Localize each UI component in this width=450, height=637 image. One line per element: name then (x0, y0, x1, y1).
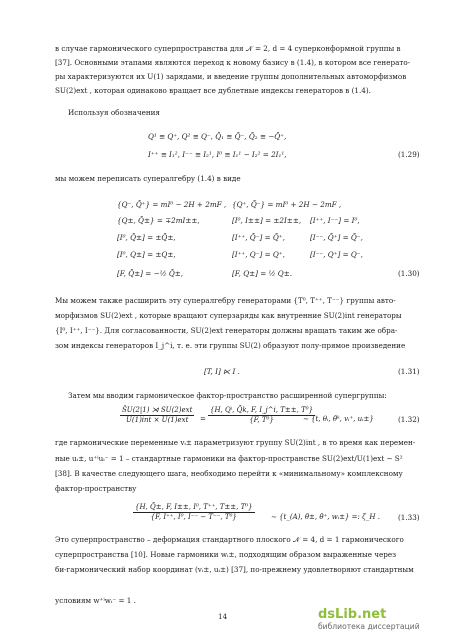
equation-cell: [I⁰, Q±] = ±Q±, (117, 250, 176, 259)
text-line: {I⁰, I⁺⁺, I⁻⁻}. Для согласованности, SU(2)ext генераторы должны вращать таким же обра- (55, 326, 398, 335)
page-number: 14 (218, 612, 228, 621)
equation-number: (1.30) (398, 269, 420, 278)
text-line: [37]. Основными этапами являются переход к новому базису в (1.4), в котором все генерато- (55, 58, 411, 67)
text-line: SU(2)ext , которая одинаково вращает все дублетные индексы генераторов в (1.4). (55, 86, 371, 95)
fraction-denominator: {F, I⁺⁺, I⁰, I⁻⁻ − T⁻⁻, T⁰} (150, 513, 237, 521)
equation-cell: [I⁺⁺, Q̄⁻] = Q̄⁺, (232, 233, 285, 242)
text-line: Мы можем также расширить эту супералгебру генераторами {T⁰, T⁺⁺, T⁻⁻} группы авто- (55, 296, 396, 305)
text-line: ные uᵢ±, u⁺ⁱuᵢ⁻ = 1 – стандартные гармоники на фактор-пространстве SU(2)ext/U(1)ext ∼ S² (55, 454, 403, 463)
fraction-denominator: {F, T⁰} (249, 416, 274, 424)
text-line: суперпространства [10]. Новые гармоники wᵢ±, подходящим образом выраженные через (55, 550, 397, 559)
fraction-denominator: U(1)int × U(1)ext (125, 416, 189, 424)
equation-cell: [I⁺⁺, I⁻⁻] = I⁰, (310, 216, 360, 225)
text-line: би-гармонический набор координат (vᵢ±, uᵢ±) [37], по-прежнему удовлетворяют стандартным (55, 565, 414, 574)
text-line: мы можем переписать супералгебру (1.4) в виде (55, 174, 241, 183)
text-line: Затем мы вводим гармоническое фактор-пространство расширенной супергруппы: (68, 391, 387, 400)
text-line: морфизмов SU(2)ext , которые вращают суперзаряды как внутренние SU(2)int генераторы (55, 311, 402, 320)
equation-cell: {Q⁺, Q̄⁻} = mI⁰ + 2H − 2mF , (232, 200, 342, 209)
equation-rhs: ∼ {t_(A), θ̄±, θ̄⁺, wᵢ±} =: ζ_H . (271, 513, 380, 521)
equation-number: (1.29) (398, 150, 420, 159)
equation-cell: [I⁻⁻, Q⁺] = Q⁻, (310, 250, 363, 259)
equation-cell: [I⁰, Q̄±] = ±Q̄±, (117, 233, 176, 242)
fraction-numerator: ŜU(2|1) ⋊ SU(2)ext (122, 406, 193, 414)
text-line: ры характеризуются их U(1) зарядами, и введение группы дополнительных автоморфизмов (55, 72, 407, 81)
watermark-logo (318, 608, 446, 634)
fraction-numerator: {H, Qⁱ, Q̄k, F, I_j^i, T±±, T⁰} (210, 406, 314, 414)
equation-cell: [F, Q̄±] = −½ Q̄±, (117, 269, 184, 278)
equation-cell: [F, Q±] = ½ Q±. (232, 269, 293, 278)
text-line: [38]. В качестве следующего шага, необходимо перейти к «минимальному» комплексному (55, 469, 403, 478)
text-line: в случае гармонического суперпространства для 𝒩 = 2, d = 4 суперконформной группы в (55, 44, 401, 53)
equation-cell: [I⁰, I±±] = ±2I±±, (232, 216, 302, 225)
equation-line: I⁺⁺ ≡ I₁², I⁻⁻ ≡ I₂¹, I⁰ ≡ I₁¹ − I₂² = 2I₁¹, (148, 150, 287, 159)
text-line: фактор-пространству (55, 484, 137, 493)
equation-number: (1.31) (398, 367, 420, 376)
text-line: Используя обозначения (68, 108, 160, 117)
text-line: условиям w⁺ⁱwᵢ⁻ = 1 . (55, 596, 136, 605)
equation-fraction-lhs (120, 406, 194, 425)
text-line: Это суперпространство – деформация стандартного плоского 𝒩 = 4, d = 1 гармонического (55, 535, 404, 544)
equation-number: (1.32) (398, 415, 420, 424)
equation-number: (1.33) (398, 513, 420, 522)
watermark-text: dsLib.net (318, 607, 387, 622)
equation-cell: [I⁺⁺, Q⁻] = Q⁺, (232, 250, 285, 259)
equals-sign: = (200, 415, 206, 423)
equation-line: [T, I] ⋉ I . (204, 367, 240, 376)
text-line: зом индексы генераторов I_j^i, т. е. эти группы SU(2) образуют полу-прямое произведение (55, 341, 406, 350)
fraction-numerator: {H, Q̄±, F, I±±, I⁰, T⁺⁺, T±±, T⁰} (135, 503, 253, 511)
equation-line: Q¹ ≡ Q⁺, Q² ≡ Q⁻, Q̄₁ ≡ Q̄⁻, Q̄₂ ≡ −Q̄⁺, (148, 132, 287, 141)
equation-fraction (133, 503, 255, 522)
equation-fraction-mid (208, 406, 315, 425)
watermark-subtitle: библиотека диссертаций (318, 622, 420, 631)
equation-cell: {Q±, Q̄±} = ∓2mI±±, (117, 216, 200, 225)
equation-cell: [I⁻⁻, Q̄⁺] = Q̄⁻, (310, 233, 363, 242)
equation-cell: {Q⁻, Q̄⁺} = mI⁰ − 2H + 2mF , (117, 200, 227, 209)
text-line: где гармонические переменные vᵢ± параметризуют группу SU(2)int , в то время как перемен- (55, 438, 416, 447)
equation-rhs: ∼ {t, θᵢ, θ̄ᵏ, vᵢ⁺, uᵢ±} (303, 415, 374, 423)
